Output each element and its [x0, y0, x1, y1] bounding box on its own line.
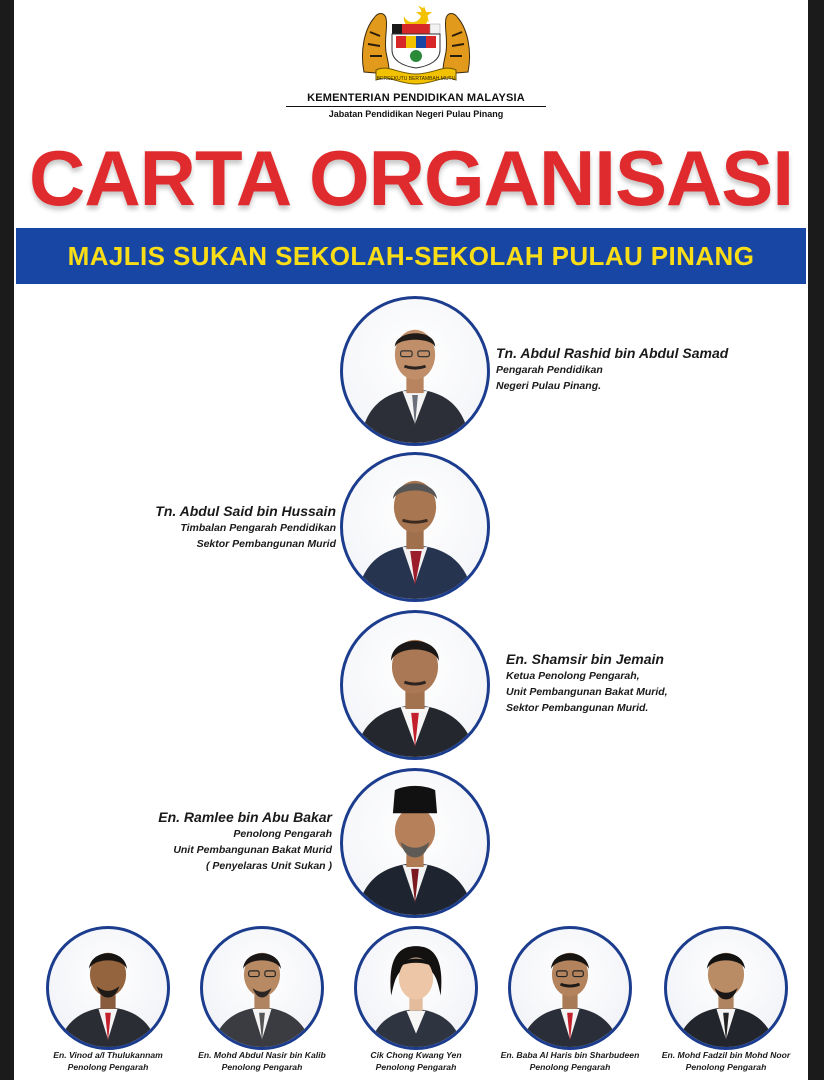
- assistant-photo-5: [664, 926, 788, 1050]
- officer-2-name: Tn. Abdul Said bin Hussain: [155, 503, 336, 519]
- officer-photo-2: [340, 452, 490, 602]
- assistant-5: [645, 1049, 807, 1074]
- officer-1-role-line-1: Pengarah Pendidikan: [496, 364, 603, 376]
- officer-2-role-line-2: Sektor Pembangunan Murid: [196, 538, 336, 550]
- officer-4: [110, 808, 332, 874]
- assistant-4: [489, 1049, 651, 1074]
- subtitle-text: MAJLIS SUKAN SEKOLAH-SEKOLAH PULAU PINANG: [67, 240, 755, 271]
- subtitle-band: [16, 228, 806, 284]
- portrait-placeholder-icon: [343, 771, 487, 915]
- assistant-photo-3: [354, 926, 478, 1050]
- officer-photo-1: [340, 296, 490, 446]
- portrait-placeholder-icon: [343, 455, 487, 599]
- assistant-2-role: Penolong Pengarah: [221, 1062, 303, 1072]
- officer-3-role-line-1: Ketua Penolong Pengarah,: [506, 670, 640, 682]
- ministry-name: KEMENTERIAN PENDIDIKAN MALAYSIA: [286, 92, 546, 107]
- coat-of-arms-logo: [358, 2, 474, 86]
- right-frame-edge: [808, 0, 824, 1080]
- portrait-placeholder-icon: [343, 299, 487, 443]
- portrait-placeholder-icon: [203, 929, 321, 1047]
- officer-4-name: En. Ramlee bin Abu Bakar: [158, 809, 332, 825]
- officer-3-role-line-3: Sektor Pembangunan Murid.: [506, 702, 649, 714]
- assistant-3-role: Penolong Pengarah: [375, 1062, 457, 1072]
- officer-4-role-line-1: Penolong Pengarah: [233, 828, 332, 840]
- ministry-heading: [286, 92, 546, 119]
- assistant-photo-4: [508, 926, 632, 1050]
- officer-1: [496, 344, 728, 394]
- officer-1-name: Tn. Abdul Rashid bin Abdul Samad: [496, 345, 729, 361]
- department-name: Jabatan Pendidikan Negeri Pulau Pinang: [328, 109, 504, 119]
- officer-4-role-line-2: Unit Pembangunan Bakat Murid: [173, 844, 332, 856]
- assistant-2: [181, 1049, 343, 1074]
- assistant-5-name: En. Mohd Fadzil bin Mohd Noor: [661, 1050, 791, 1060]
- assistant-5-role: Penolong Pengarah: [685, 1062, 767, 1072]
- officer-3-name: En. Shamsir bin Jemain: [506, 651, 664, 667]
- portrait-placeholder-icon: [511, 929, 629, 1047]
- assistant-2-name: En. Mohd Abdul Nasir bin Kalib: [198, 1050, 326, 1060]
- crest-motto: BERSEKUTU BERTAMBAH MUTU: [376, 76, 456, 82]
- assistant-1-role: Penolong Pengarah: [67, 1062, 149, 1072]
- left-frame-edge: [0, 0, 14, 1080]
- assistant-1: [27, 1049, 189, 1074]
- portrait-placeholder-icon: [667, 929, 785, 1047]
- assistant-photo-1: [46, 926, 170, 1050]
- officer-4-role-line-3: ( Penyelaras Unit Sukan ): [205, 860, 332, 872]
- officer-1-role-line-2: Negeri Pulau Pinang.: [496, 380, 602, 392]
- assistant-3-name: Cik Chong Kwang Yen: [370, 1050, 462, 1060]
- officer-photo-4: [340, 768, 490, 918]
- portrait-placeholder-icon: [357, 929, 475, 1047]
- officer-3: [506, 650, 668, 716]
- assistant-3: [335, 1049, 497, 1074]
- portrait-placeholder-icon: [49, 929, 167, 1047]
- officer-photo-3: [340, 610, 490, 760]
- assistant-4-name: En. Baba Al Haris bin Sharbudeen: [500, 1050, 640, 1060]
- assistant-photo-2: [200, 926, 324, 1050]
- assistant-1-name: En. Vinod a/l Thulukannam: [53, 1050, 163, 1060]
- officer-2-role-line-1: Timbalan Pengarah Pendidikan: [180, 522, 336, 534]
- page-title: CARTA ORGANISASI: [29, 134, 793, 222]
- officer-2: [140, 502, 336, 552]
- officer-3-role-line-2: Unit Pembangunan Bakat Murid,: [506, 686, 668, 698]
- assistant-4-role: Penolong Pengarah: [529, 1062, 611, 1072]
- portrait-placeholder-icon: [343, 613, 487, 757]
